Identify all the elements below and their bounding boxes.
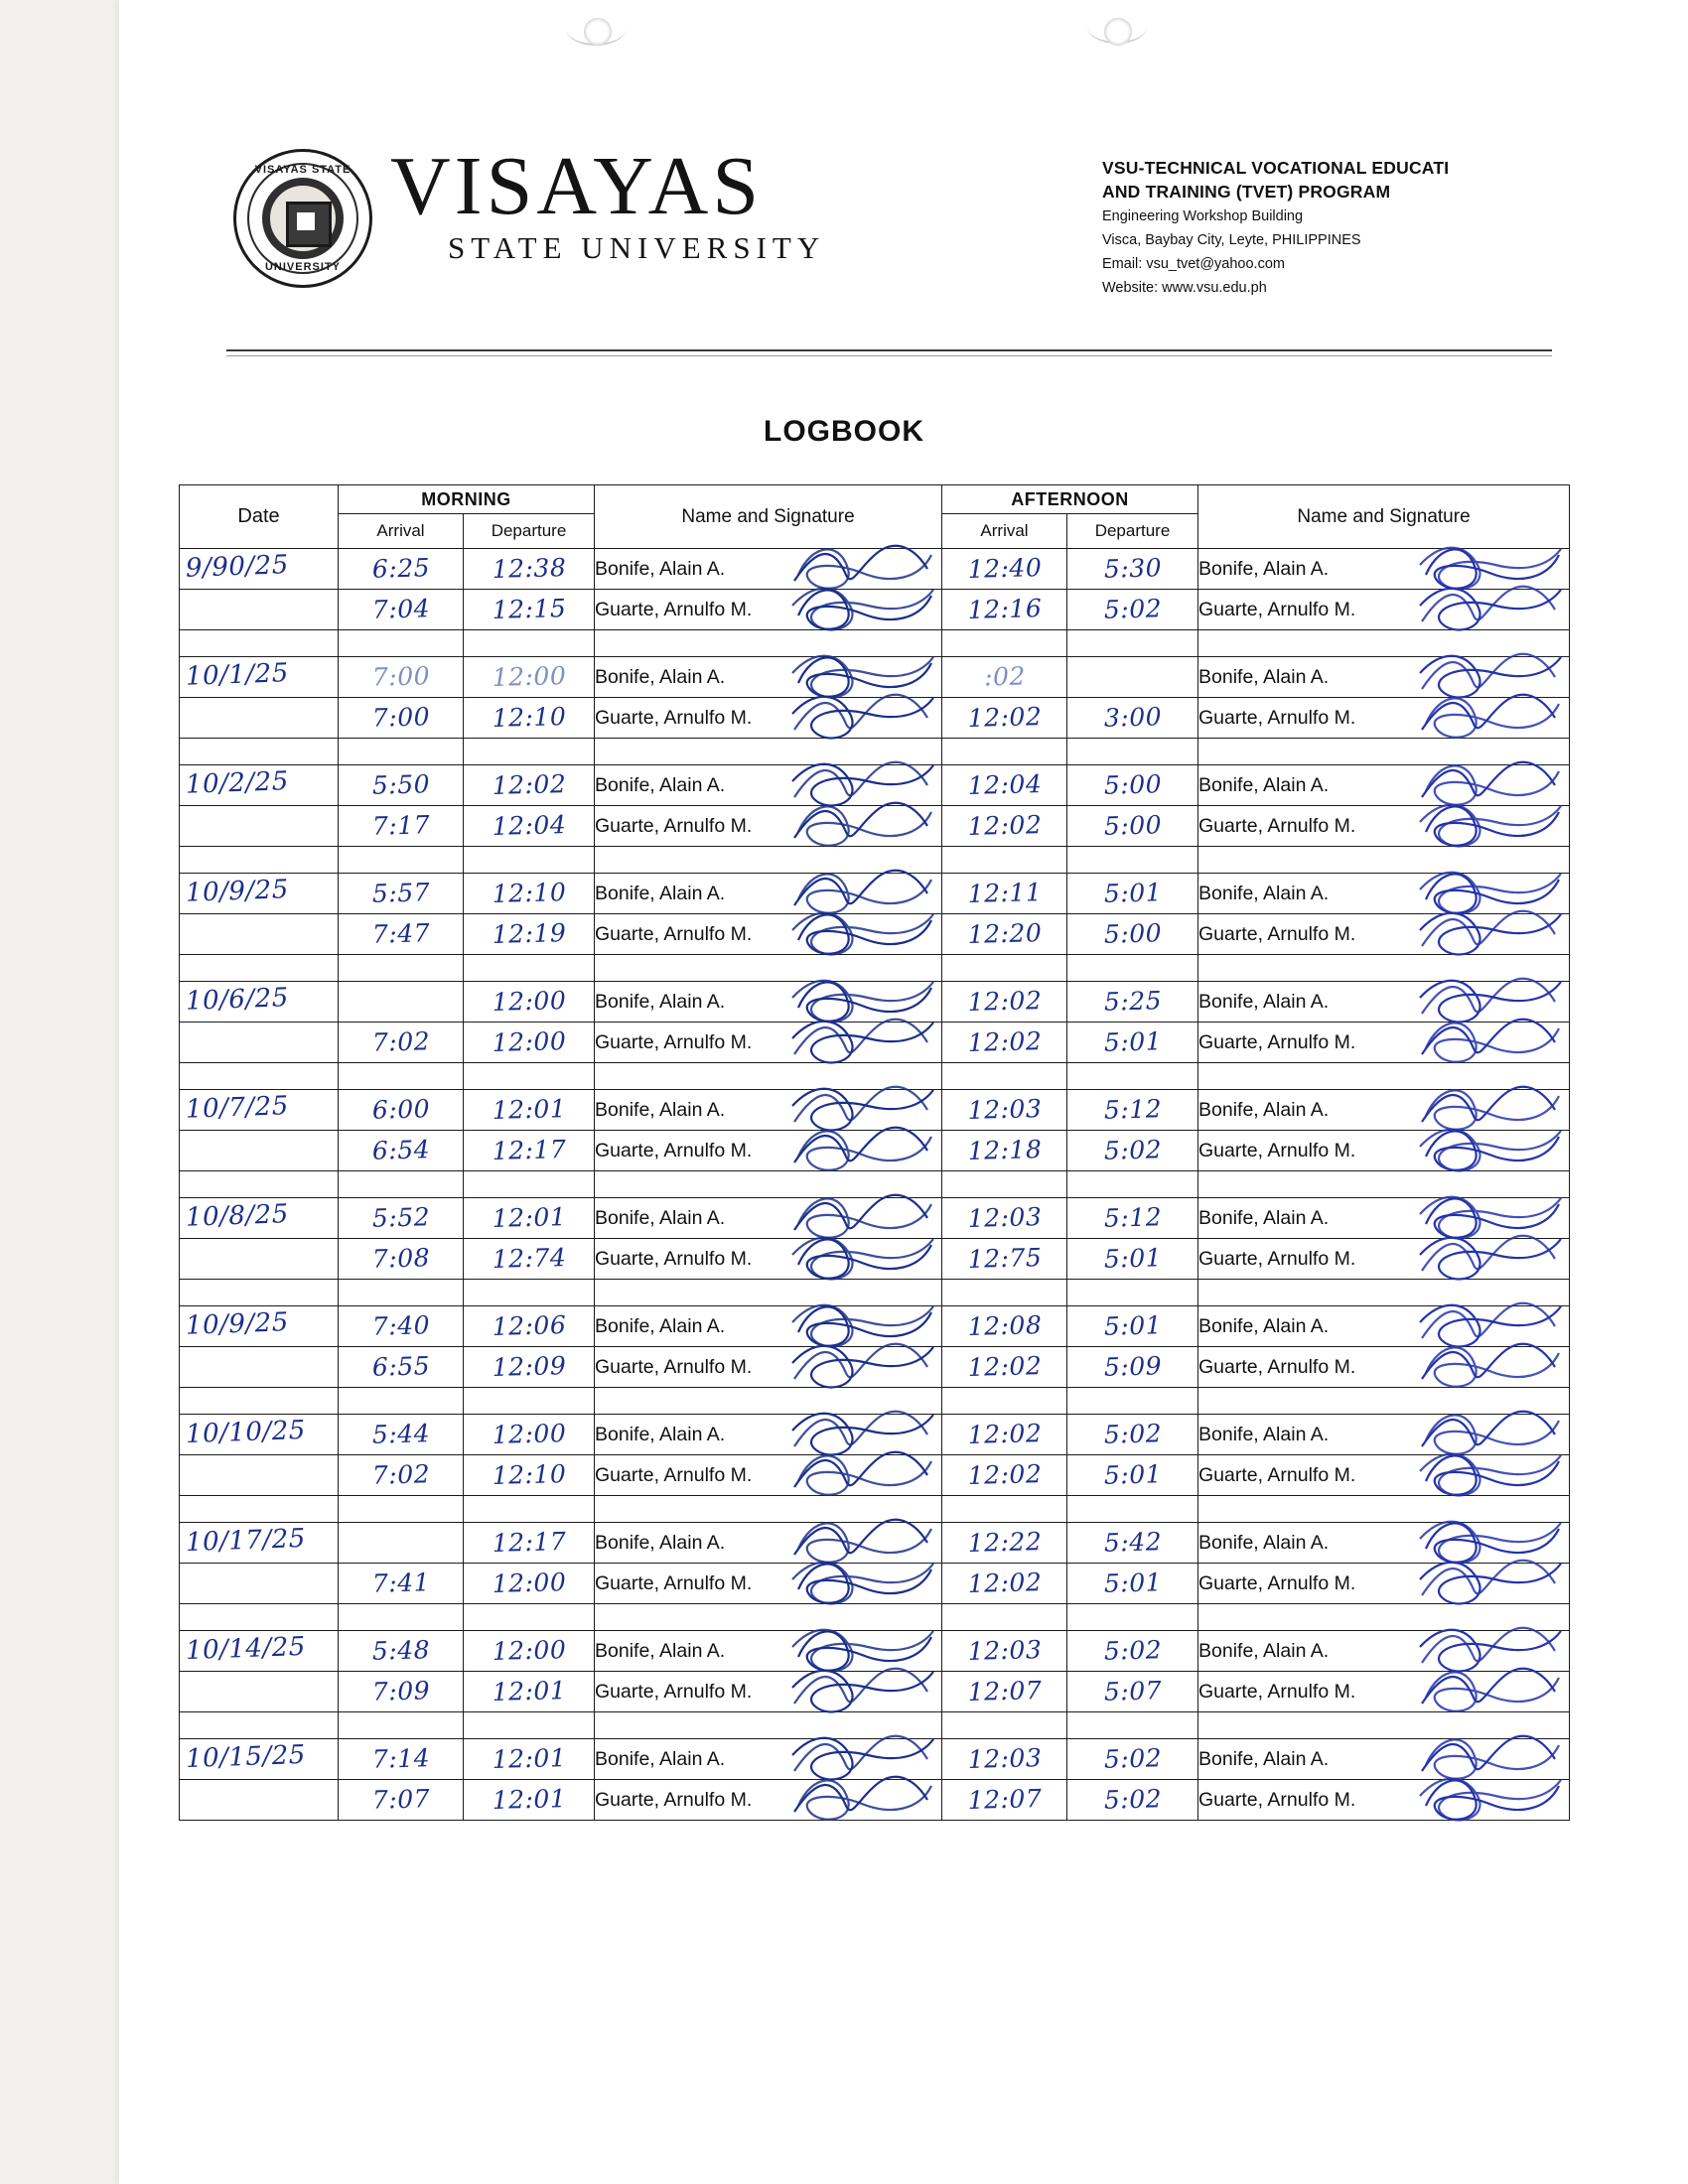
header-date: Date [180,485,339,549]
cell-morning-departure: 12:00 [464,1631,595,1672]
cell-morning-departure: 12:00 [464,1415,595,1455]
university-wordmark [390,140,826,266]
cell-name-signature-morning: Bonife, Alain A. [595,1739,942,1780]
cell-name-signature-afternoon: Bonife, Alain A. [1198,1739,1570,1780]
cell-afternoon-arrival: 12:16 [942,590,1067,630]
cell-date: 10/7/25 [180,1090,339,1131]
cell-morning-departure: 12:01 [464,1198,595,1239]
cell-date-blank [180,590,339,630]
cell-morning-arrival [339,982,464,1023]
letterhead [223,139,1544,328]
cell-afternoon-departure: 5:02 [1067,1131,1198,1171]
cell-date: 10/17/25 [180,1523,339,1564]
cell-afternoon-departure: 5:02 [1067,1631,1198,1672]
cell-afternoon-departure: 5:01 [1067,874,1198,914]
cell-name-signature-morning: Guarte, Arnulfo M. [595,1780,942,1821]
cell-morning-departure: 12:01 [464,1739,595,1780]
table-row [180,1023,1570,1063]
cell-afternoon-arrival: 12:03 [942,1739,1067,1780]
cell-name-signature-afternoon: Guarte, Arnulfo M. [1198,698,1570,739]
cell-name-signature-morning: Bonife, Alain A. [595,549,942,590]
wordmark-primary: VISAYAS [390,140,764,232]
table-row [180,1564,1570,1604]
cell-afternoon-arrival: 12:18 [942,1131,1067,1171]
cell-afternoon-arrival: 12:07 [942,1780,1067,1821]
table-spacer-row [180,1280,1570,1306]
cell-afternoon-arrival: 12:03 [942,1631,1067,1672]
cell-afternoon-arrival: 12:02 [942,1415,1067,1455]
program-line-1: VSU-TECHNICAL VOCATIONAL EDUCATI [1102,158,1450,178]
header-afternoon: AFTERNOON [942,485,1198,514]
cell-morning-arrival: 5:57 [339,874,464,914]
cell-name-signature-morning: Bonife, Alain A. [595,765,942,806]
cell-afternoon-arrival: 12:08 [942,1306,1067,1347]
cell-morning-departure: 12:17 [464,1523,595,1564]
cell-morning-departure: 12:09 [464,1347,595,1388]
table-row [180,1739,1570,1780]
cell-afternoon-departure: 5:01 [1067,1564,1198,1604]
table-spacer-row [180,1388,1570,1415]
table-row [180,1347,1570,1388]
cell-name-signature-afternoon: Bonife, Alain A. [1198,765,1570,806]
table-head [180,485,1570,549]
cell-afternoon-departure: 5:25 [1067,982,1198,1023]
cell-name-signature-morning: Guarte, Arnulfo M. [595,1023,942,1063]
cell-morning-departure: 12:38 [464,549,595,590]
cell-morning-arrival: 7:17 [339,806,464,847]
wordmark-secondary: STATE UNIVERSITY [448,229,826,265]
cell-name-signature-morning: Bonife, Alain A. [595,1090,942,1131]
cell-afternoon-departure: 5:01 [1067,1455,1198,1496]
cell-name-signature-afternoon: Bonife, Alain A. [1198,1523,1570,1564]
cell-afternoon-arrival: 12:02 [942,982,1067,1023]
cell-afternoon-departure: 5:02 [1067,1739,1198,1780]
table-row [180,806,1570,847]
header-afternoon-departure: Departure [1067,514,1198,549]
cell-name-signature-afternoon: Guarte, Arnulfo M. [1198,1023,1570,1063]
cell-name-signature-afternoon: Bonife, Alain A. [1198,874,1570,914]
cell-afternoon-arrival: 12:75 [942,1239,1067,1280]
cell-name-signature-morning: Guarte, Arnulfo M. [595,1564,942,1604]
table-row [180,982,1570,1023]
cell-morning-arrival: 6:25 [339,549,464,590]
cell-date-blank [180,1131,339,1171]
cell-date: 10/10/25 [180,1415,339,1455]
cell-morning-departure: 12:00 [464,982,595,1023]
address-line-1: Engineering Workshop Building [1102,208,1304,225]
program-address-block [1102,157,1569,299]
cell-name-signature-morning: Guarte, Arnulfo M. [595,590,942,630]
cell-name-signature-morning: Bonife, Alain A. [595,874,942,914]
cell-afternoon-departure: 5:02 [1067,590,1198,630]
cell-name-signature-afternoon: Bonife, Alain A. [1198,1415,1570,1455]
cell-morning-arrival: 6:54 [339,1131,464,1171]
cell-afternoon-arrival: 12:11 [942,874,1067,914]
cell-morning-arrival: 5:50 [339,765,464,806]
table-spacer-row [180,739,1570,765]
table-row [180,657,1570,698]
cell-morning-arrival: 7:04 [339,590,464,630]
page-title: LOGBOOK [764,415,924,448]
cell-date: 10/6/25 [180,982,339,1023]
cell-date-blank [180,1672,339,1712]
table-row [180,1523,1570,1564]
cell-morning-departure: 12:01 [464,1780,595,1821]
cell-name-signature-afternoon: Bonife, Alain A. [1198,657,1570,698]
header-divider [226,349,1552,351]
cell-date-blank [180,1564,339,1604]
cell-morning-arrival: 5:48 [339,1631,464,1672]
cell-afternoon-arrival: 12:03 [942,1090,1067,1131]
cell-morning-arrival: 7:02 [339,1455,464,1496]
cell-afternoon-departure: 5:02 [1067,1780,1198,1821]
cell-morning-departure: 12:10 [464,698,595,739]
cell-morning-arrival: 6:55 [339,1347,464,1388]
cell-morning-departure: 12:01 [464,1090,595,1131]
cell-afternoon-arrival: 12:02 [942,698,1067,739]
cell-name-signature-afternoon: Bonife, Alain A. [1198,1198,1570,1239]
table-row [180,765,1570,806]
cell-morning-arrival: 7:40 [339,1306,464,1347]
cell-morning-departure: 12:10 [464,1455,595,1496]
cell-name-signature-morning: Guarte, Arnulfo M. [595,1672,942,1712]
cell-afternoon-departure: 3:00 [1067,698,1198,739]
cell-morning-departure: 12:10 [464,874,595,914]
cell-afternoon-departure: 5:07 [1067,1672,1198,1712]
header-name-signature-afternoon: Name and Signature [1198,485,1570,549]
cell-afternoon-arrival: 12:07 [942,1672,1067,1712]
cell-date: 10/1/25 [180,657,339,698]
table-spacer-row [180,1171,1570,1198]
punch-hole-icon [1104,18,1132,46]
table-row [180,874,1570,914]
table-spacer-row [180,630,1570,657]
cell-afternoon-departure: 5:12 [1067,1198,1198,1239]
cell-name-signature-afternoon: Guarte, Arnulfo M. [1198,1347,1570,1388]
cell-afternoon-departure: 5:01 [1067,1023,1198,1063]
cell-afternoon-arrival: 12:20 [942,914,1067,955]
cell-afternoon-arrival: 12:40 [942,549,1067,590]
cell-afternoon-departure: 5:00 [1067,914,1198,955]
cell-morning-arrival: 7:08 [339,1239,464,1280]
cell-afternoon-departure: 5:01 [1067,1239,1198,1280]
table-body [180,549,1570,1821]
cell-name-signature-afternoon: Guarte, Arnulfo M. [1198,1131,1570,1171]
cell-morning-arrival: 7:02 [339,1023,464,1063]
cell-afternoon-departure: 5:00 [1067,765,1198,806]
cell-afternoon-arrival: 12:02 [942,1023,1067,1063]
cell-morning-departure: 12:04 [464,806,595,847]
cell-afternoon-arrival: 12:02 [942,1564,1067,1604]
cell-morning-arrival: 7:00 [339,698,464,739]
cell-name-signature-afternoon: Bonife, Alain A. [1198,1306,1570,1347]
cell-name-signature-morning: Bonife, Alain A. [595,1415,942,1455]
cell-morning-arrival: 7:00 [339,657,464,698]
cell-morning-departure: 12:15 [464,590,595,630]
website-line: Website: www.vsu.edu.ph [1102,280,1267,297]
cell-name-signature-morning: Bonife, Alain A. [595,1631,942,1672]
table-spacer-row [180,1712,1570,1739]
cell-name-signature-morning: Guarte, Arnulfo M. [595,698,942,739]
cell-name-signature-morning: Guarte, Arnulfo M. [595,914,942,955]
cell-morning-arrival: 7:07 [339,1780,464,1821]
cell-date-blank [180,698,339,739]
cell-name-signature-morning: Bonife, Alain A. [595,1306,942,1347]
table-spacer-row [180,1496,1570,1523]
cell-name-signature-morning: Guarte, Arnulfo M. [595,1239,942,1280]
cell-afternoon-arrival: 12:04 [942,765,1067,806]
cell-name-signature-afternoon: Guarte, Arnulfo M. [1198,1672,1570,1712]
cell-name-signature-afternoon: Guarte, Arnulfo M. [1198,1780,1570,1821]
cell-afternoon-departure: 5:12 [1067,1090,1198,1131]
cell-name-signature-morning: Guarte, Arnulfo M. [595,1347,942,1388]
table-row [180,590,1570,630]
cell-afternoon-arrival: 12:02 [942,1347,1067,1388]
cell-afternoon-arrival: :02 [942,657,1067,698]
cell-morning-arrival: 5:44 [339,1415,464,1455]
cell-afternoon-departure: 5:02 [1067,1415,1198,1455]
cell-date: 10/9/25 [180,1306,339,1347]
cell-morning-arrival: 6:00 [339,1090,464,1131]
table-row [180,1415,1570,1455]
cell-date: 10/8/25 [180,1198,339,1239]
cell-name-signature-afternoon: Guarte, Arnulfo M. [1198,1455,1570,1496]
cell-afternoon-arrival: 12:02 [942,1455,1067,1496]
cell-morning-departure: 12:02 [464,765,595,806]
cell-name-signature-afternoon: Bonife, Alain A. [1198,1631,1570,1672]
cell-date: 10/2/25 [180,765,339,806]
cell-name-signature-morning: Bonife, Alain A. [595,1198,942,1239]
program-line-2: AND TRAINING (TVET) PROGRAM [1102,181,1391,202]
cell-date: 10/9/25 [180,874,339,914]
table-spacer-row [180,955,1570,982]
cell-name-signature-morning: Bonife, Alain A. [595,1523,942,1564]
table-row [180,1131,1570,1171]
logbook-table [179,484,1570,1821]
cell-name-signature-afternoon: Guarte, Arnulfo M. [1198,590,1570,630]
cell-morning-departure: 12:17 [464,1131,595,1171]
cell-name-signature-morning: Guarte, Arnulfo M. [595,1455,942,1496]
cell-morning-arrival [339,1523,464,1564]
header-name-signature-morning: Name and Signature [595,485,942,549]
seal-top-text: VISAYAS STATE [254,164,352,176]
cell-afternoon-departure: 5:42 [1067,1523,1198,1564]
cell-name-signature-afternoon: Guarte, Arnulfo M. [1198,1239,1570,1280]
cell-name-signature-afternoon: Bonife, Alain A. [1198,982,1570,1023]
cell-date-blank [180,1239,339,1280]
cell-name-signature-afternoon: Bonife, Alain A. [1198,1090,1570,1131]
cell-name-signature-afternoon: Guarte, Arnulfo M. [1198,914,1570,955]
table-row [180,914,1570,955]
cell-date-blank [180,1023,339,1063]
cell-morning-departure: 12:00 [464,1023,595,1063]
cell-morning-departure: 12:00 [464,657,595,698]
cell-afternoon-departure: 5:01 [1067,1306,1198,1347]
cell-afternoon-arrival: 12:02 [942,806,1067,847]
cell-afternoon-arrival: 12:22 [942,1523,1067,1564]
address-line-2: Visca, Baybay City, Leyte, PHILIPPINES [1102,232,1361,249]
table-spacer-row [180,1063,1570,1090]
cell-date: 10/14/25 [180,1631,339,1672]
table-row [180,1239,1570,1280]
cell-date-blank [180,1347,339,1388]
cell-name-signature-morning: Bonife, Alain A. [595,982,942,1023]
punch-hole-icon [584,18,612,46]
cell-morning-departure: 12:00 [464,1564,595,1604]
cell-date-blank [180,914,339,955]
cell-morning-arrival: 5:52 [339,1198,464,1239]
table-row [180,1631,1570,1672]
cell-afternoon-departure: 5:00 [1067,806,1198,847]
cell-morning-departure: 12:19 [464,914,595,955]
cell-morning-departure: 12:01 [464,1672,595,1712]
table-row [180,698,1570,739]
university-seal-icon [233,149,372,288]
header-afternoon-arrival: Arrival [942,514,1067,549]
logbook-table-container [179,484,1569,1821]
table-row [180,1672,1570,1712]
seal-bottom-text: UNIVERSITY [264,261,341,273]
header-divider-thin [226,355,1552,356]
cell-morning-departure: 12:74 [464,1239,595,1280]
cell-afternoon-departure: 5:30 [1067,549,1198,590]
table-spacer-row [180,847,1570,874]
cell-date: 10/15/25 [180,1739,339,1780]
cell-afternoon-arrival: 12:03 [942,1198,1067,1239]
cell-name-signature-afternoon: Guarte, Arnulfo M. [1198,806,1570,847]
cell-name-signature-morning: Bonife, Alain A. [595,657,942,698]
table-row [180,1306,1570,1347]
table-row [180,1198,1570,1239]
cell-name-signature-afternoon: Bonife, Alain A. [1198,549,1570,590]
cell-date-blank [180,806,339,847]
cell-name-signature-afternoon: Guarte, Arnulfo M. [1198,1564,1570,1604]
cell-afternoon-departure [1067,657,1198,698]
email-line: Email: vsu_tvet@yahoo.com [1102,256,1285,273]
header-morning-departure: Departure [464,514,595,549]
cell-morning-arrival: 7:47 [339,914,464,955]
header-morning: MORNING [339,485,595,514]
cell-name-signature-morning: Guarte, Arnulfo M. [595,1131,942,1171]
cell-afternoon-departure: 5:09 [1067,1347,1198,1388]
cell-date: 9/90/25 [180,549,339,590]
cell-morning-arrival: 7:41 [339,1564,464,1604]
page-left-shadow [0,0,121,2184]
table-row [180,1780,1570,1821]
cell-date-blank [180,1780,339,1821]
cell-date-blank [180,1455,339,1496]
cell-morning-arrival: 7:09 [339,1672,464,1712]
cell-morning-arrival: 7:14 [339,1739,464,1780]
header-morning-arrival: Arrival [339,514,464,549]
cell-morning-departure: 12:06 [464,1306,595,1347]
table-spacer-row [180,1604,1570,1631]
table-row [180,1090,1570,1131]
cell-name-signature-morning: Guarte, Arnulfo M. [595,806,942,847]
table-row [180,1455,1570,1496]
table-row [180,549,1570,590]
